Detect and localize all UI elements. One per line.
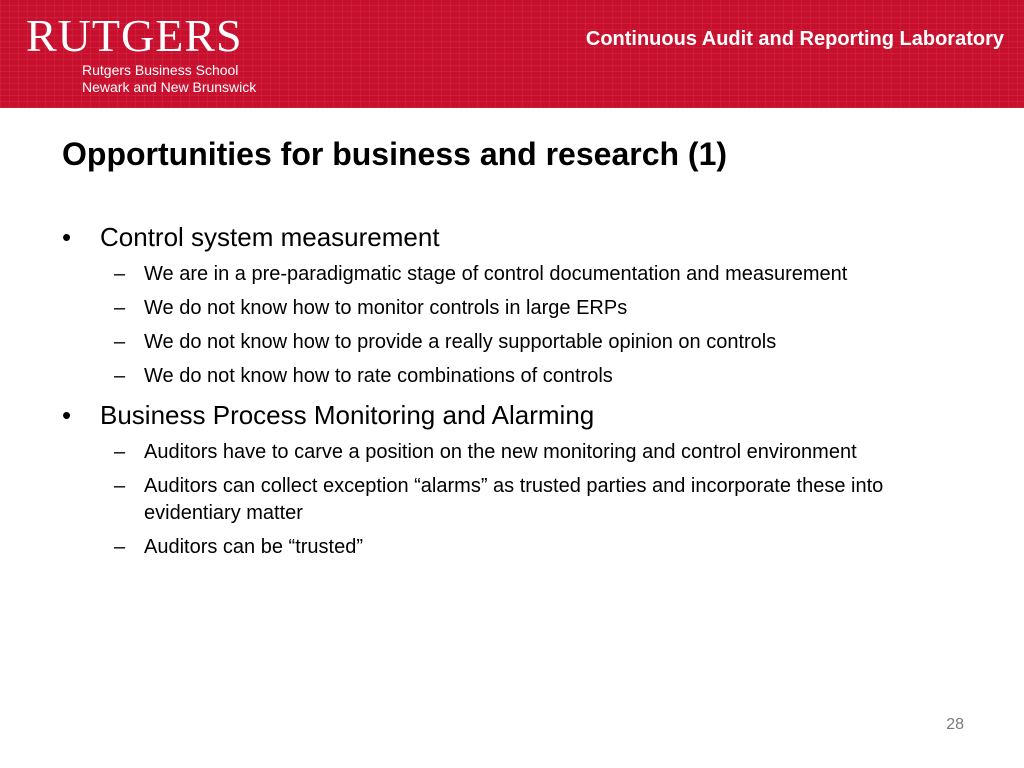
sub-bullet-item: [114, 329, 982, 356]
logo-subtitle: [82, 62, 256, 96]
rutgers-logo: RUTGERS: [26, 10, 243, 61]
sub-bullet-item: [114, 473, 982, 527]
sub-bullet-dash: –: [114, 297, 126, 319]
bullet-dot: •: [62, 400, 72, 430]
sub-bullet-text: We do not know how to monitor controls in large ERPs: [144, 297, 628, 319]
slide-content: [62, 212, 982, 561]
logo-subtitle-line2: Newark and New Brunswick: [82, 79, 257, 95]
sub-bullet-dash: –: [114, 536, 126, 558]
header-banner: [0, 0, 1024, 108]
sub-bullet-dash: –: [114, 331, 126, 353]
sub-bullet-dash: –: [114, 263, 126, 285]
sub-bullet-text: Auditors can be “trusted”: [144, 536, 363, 558]
sub-bullet-item: [114, 261, 982, 288]
bullet-text: Business Process Monitoring and Alarming: [100, 400, 595, 430]
sub-bullet-text: We do not know how to provide a really supportable opinion on controls: [144, 331, 777, 353]
sub-bullet-dash: –: [114, 475, 126, 497]
sub-bullet-list: [114, 439, 982, 561]
lab-name: Continuous Audit and Reporting Laboratory: [585, 28, 1004, 50]
sub-bullet-dash: –: [114, 441, 126, 463]
sub-bullet-text: Auditors can collect exception “alarms” as trusted parties and incorporate these into evidentiary matter: [144, 475, 884, 524]
sub-bullet-dash: –: [114, 365, 126, 387]
slide-title: Opportunities for business and research (1): [62, 136, 728, 172]
bullet-item: [62, 220, 982, 254]
bullet-text: Control system measurement: [100, 222, 440, 252]
sub-bullet-text: Auditors have to carve a position on the new monitoring and control environment: [144, 441, 857, 463]
sub-bullet-item: [114, 295, 982, 322]
sub-bullet-text: We are in a pre-paradigmatic stage of control documentation and measurement: [144, 263, 848, 285]
sub-bullet-item: [114, 439, 982, 466]
sub-bullet-text: We do not know how to rate combinations of controls: [144, 365, 613, 387]
sub-bullet-list: [114, 261, 982, 390]
page-number: 28: [946, 716, 964, 733]
bullet-dot: •: [62, 222, 72, 252]
logo-subtitle-line1: Rutgers Business School: [82, 62, 239, 78]
sub-bullet-item: [114, 363, 982, 390]
sub-bullet-item: [114, 534, 982, 561]
bullet-item: [62, 398, 982, 432]
